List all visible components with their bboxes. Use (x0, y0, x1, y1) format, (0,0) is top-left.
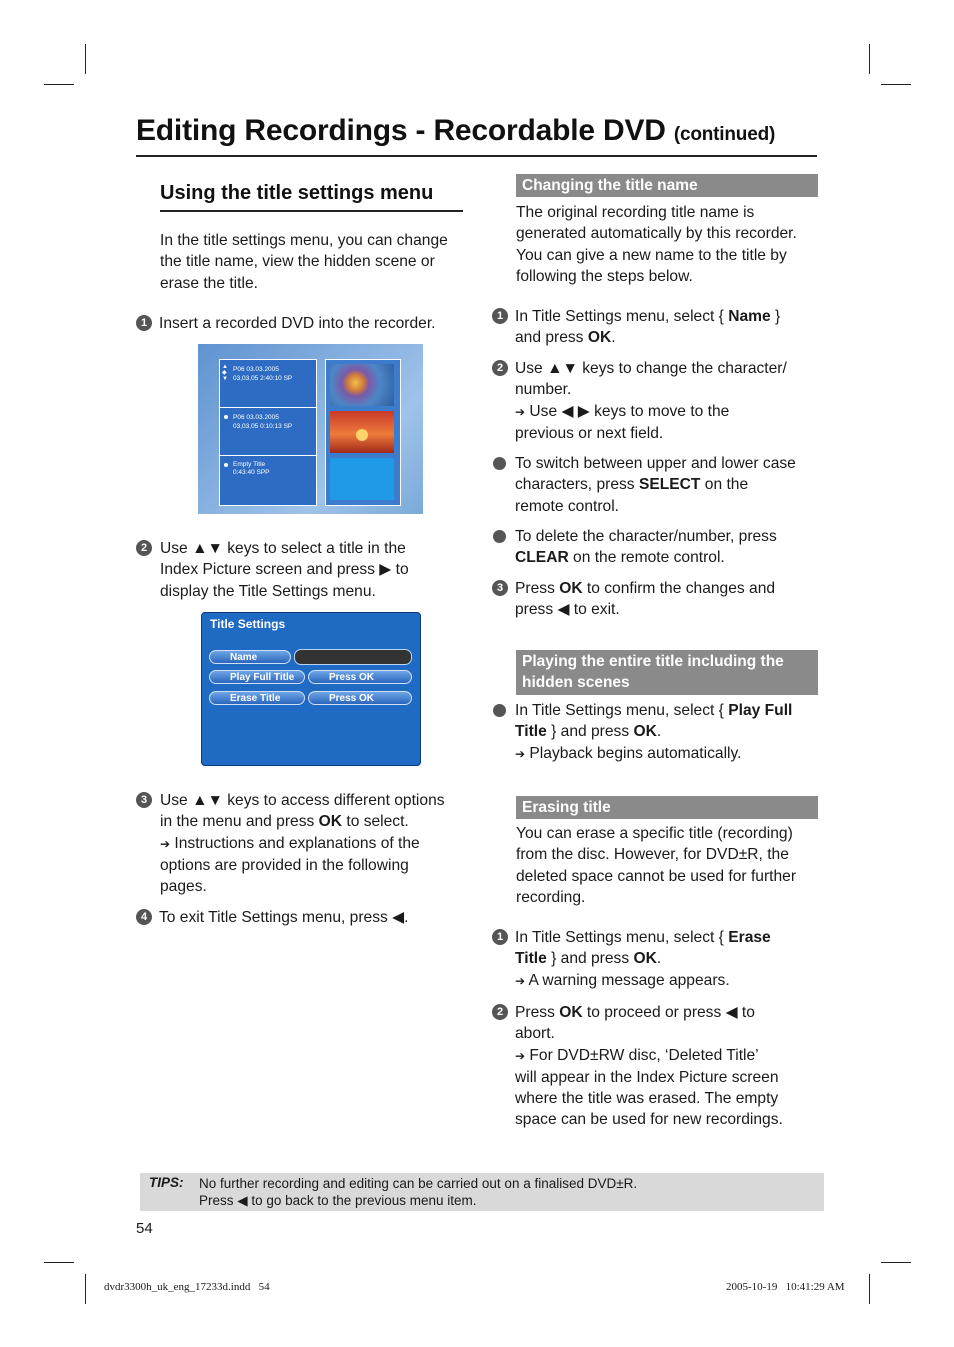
intro-paragraph: The original recording title name is generated automatically by this recorder. You can give a new name to the title by following the steps below. (516, 204, 797, 285)
arrow-right-icon: ➔ (160, 836, 171, 851)
list-item[interactable]: Empty Title 0:43:40 SPP (220, 456, 316, 503)
bullet-text: To switch between upper and lower case characters, press SELECT on the remote control. (515, 455, 796, 515)
section-bar: Playing the entire title including the hidden scenes (516, 650, 818, 695)
page-number: 54 (136, 1220, 153, 1237)
page-title: Editing Recordings - Recordable DVD (continued) (136, 114, 776, 147)
screen-title: Title Settings (210, 617, 286, 631)
bullet-icon (493, 530, 506, 543)
play-full-title-option[interactable]: Play Full Title (209, 670, 305, 684)
crop-mark (44, 84, 74, 85)
list-item[interactable]: P06 03.03.2005 03,03,05 0:10:13 SP (220, 408, 316, 456)
step-text: Use ▲▼ keys to change the character/ number. ➔ Use ◀ ▶ keys to move to the previous or next field. (515, 360, 787, 442)
section-title: Using the title settings menu (160, 182, 434, 204)
crop-mark (869, 1274, 870, 1304)
crop-mark (881, 1262, 911, 1263)
scroll-arrows-icon: ▲ ◆ ▼ (222, 364, 228, 382)
step-text: Press OK to confirm the changes and press ◀ to exit. (515, 580, 776, 619)
tips-line: No further recording and editing can be carried out on a finalised DVD±R. (199, 1176, 638, 1191)
step-number: 2 (136, 540, 152, 556)
arrow-right-icon: ➔ (515, 746, 526, 761)
name-field[interactable] (294, 649, 412, 665)
name-option[interactable]: Name (209, 650, 291, 664)
press-ok-button[interactable]: Press OK (308, 691, 412, 705)
step-text: In Title Settings menu, select { Erase Title } and press OK. ➔ A warning message appears. (515, 929, 771, 989)
step-number: 1 (136, 315, 152, 331)
bullet-icon (493, 704, 506, 717)
step-number: 4 (136, 909, 152, 925)
bullet-icon (224, 463, 228, 467)
step-number: 3 (136, 792, 152, 808)
bullet-icon (224, 415, 228, 419)
continued-label: (continued) (673, 124, 776, 145)
section-bar: Erasing title (516, 796, 818, 819)
arrow-right-icon: ➔ (515, 973, 526, 988)
step-text: In Title Settings menu, select { Name } and press OK. (515, 308, 781, 347)
index-picture-screen (198, 344, 423, 514)
intro-paragraph: In the title settings menu, you can change the title name, view the hidden scene or erase the title. (160, 232, 448, 292)
thumbnail-panel (325, 359, 401, 506)
step-number: 3 (492, 580, 508, 596)
title-settings-screen (201, 612, 421, 766)
tips-box (140, 1173, 824, 1211)
step-text: Insert a recorded DVD into the recorder. (159, 315, 436, 332)
section-rule (160, 210, 463, 212)
bullet-text: In Title Settings menu, select { Play Full Title } and press OK. ➔ Playback begins automatically. (515, 702, 793, 762)
list-item[interactable]: ▲ ◆ ▼ P06 03.03.2005 03,03,05 2:40:10 SP (220, 360, 316, 408)
press-ok-button[interactable]: Press OK (308, 670, 412, 684)
step-text: To exit Title Settings menu, press ◀. (159, 909, 409, 926)
step-text: Press OK to proceed or press ◀ to abort. ➔ For DVD±RW disc, ‘Deleted Title’ will appear in the Index Picture screen where the title was erased. The empty space can be used for new recordings. (515, 1004, 783, 1129)
step-text: Use ▲▼ keys to access different options in the menu and press OK to select. ➔ Instructions and explanations of the options are provided in the following pages. (160, 792, 445, 896)
footer-timestamp: 2005-10-19 10:41:29 AM (726, 1281, 845, 1293)
footer-file: dvdr3300h_uk_eng_17233d.indd 54 (104, 1281, 270, 1293)
section-bar: Changing the title name (516, 174, 818, 197)
bullet-icon (493, 457, 506, 470)
title-rule (136, 155, 817, 157)
tips-line: Press ◀ to go back to the previous menu item. (199, 1193, 477, 1208)
step-number: 1 (492, 308, 508, 324)
thumbnail-sunset (330, 411, 394, 453)
intro-paragraph: You can erase a specific title (recording) from the disc. However, for DVD±R, the deleted space cannot be used for further recording. (516, 825, 797, 906)
title-list (219, 359, 317, 506)
step-number: 1 (492, 929, 508, 945)
bullet-text: To delete the character/number, press CLEAR on the remote control. (515, 528, 777, 567)
crop-mark (44, 1262, 74, 1263)
crop-mark (869, 44, 870, 74)
step-number: 2 (492, 360, 508, 376)
arrow-right-icon: ➔ (515, 404, 526, 419)
arrow-right-icon: ➔ (515, 1048, 526, 1063)
crop-mark (881, 84, 911, 85)
step-number: 2 (492, 1004, 508, 1020)
thumbnail-empty (330, 458, 394, 500)
crop-mark (85, 44, 86, 74)
step-text: Use ▲▼ keys to select a title in the Index Picture screen and press ▶ to display the Title Settings menu. (160, 540, 409, 600)
crop-mark (85, 1274, 86, 1304)
thumbnail-anemone (330, 364, 394, 406)
tips-label: TIPS: (149, 1175, 184, 1190)
erase-title-option[interactable]: Erase Title (209, 691, 305, 705)
